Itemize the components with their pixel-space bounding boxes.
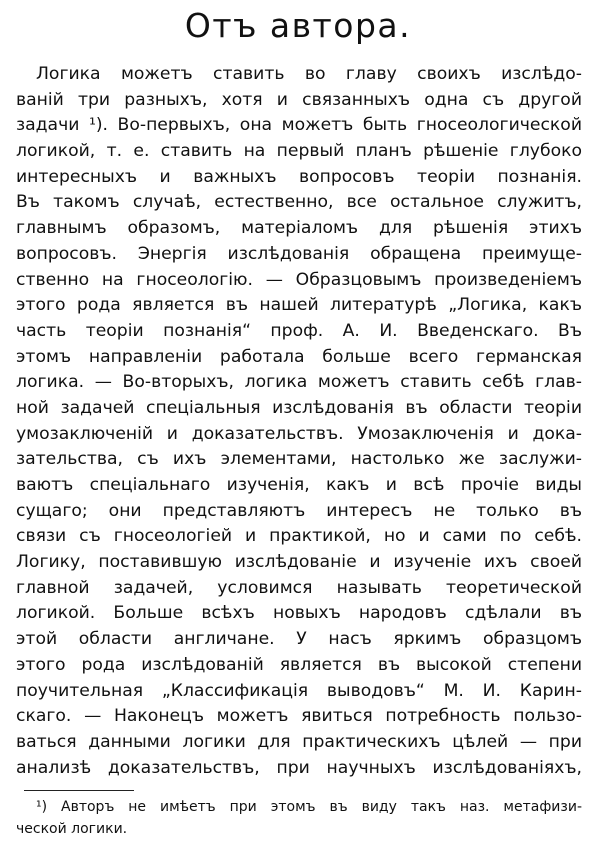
- page-title: Отъ автора.: [184, 6, 412, 45]
- text-line: скаго. — Наконецъ можетъ явиться потребность пользо-: [16, 706, 582, 727]
- text-line: этомъ направленіи работала больше всего германская: [16, 346, 582, 367]
- text-line: ной задачей спеціальныя изслѣдованія въ области теоріи: [16, 397, 582, 418]
- footnote-line: ческой логики.: [16, 821, 128, 837]
- text-line: Логику, поставившую изслѣдованіе и изученіе ихъ своей: [16, 552, 582, 573]
- text-line: умозаключеній и доказательствъ. Умозаключенія и дока-: [16, 423, 582, 444]
- text-line: логикой, т. е. ставить на первый планъ рѣшеніе глубоко: [16, 141, 582, 162]
- text-line: логика. — Во-вторыхъ, логика можетъ ставить себѣ глав-: [16, 372, 582, 393]
- text-line: поучительная „Классификація выводовъ“ М. И. Карин-: [16, 680, 582, 701]
- text-line: логикой. Больше всѣхъ новыхъ народовъ сдѣлали въ: [16, 603, 582, 624]
- text-line: этой области англичане. У насъ яркимъ образцомъ: [16, 629, 582, 650]
- text-line: анализѣ доказательствъ, при научныхъ изслѣдованіяхъ,: [16, 757, 582, 778]
- text-line: задачи ¹). Во-первыхъ, она можетъ быть гносеологической: [16, 115, 582, 136]
- text-line: главной задачей, условимся называть теоретической: [16, 577, 582, 598]
- text-line: интересныхъ и важныхъ вопросовъ теоріи познанія.: [16, 166, 582, 187]
- text-line: Въ такомъ случаѣ, естественно, все остальное служитъ,: [16, 192, 582, 213]
- footnote-line: ¹) Авторъ не имѣетъ при этомъ въ виду такъ наз. метафизи-: [36, 799, 582, 815]
- text-line: ваютъ спеціальнаго изученія, какъ и всѣ прочіе виды: [16, 475, 582, 495]
- main-text: [16, 62, 582, 781]
- text-line: ваться данными логики для практическихъ цѣлей — при: [16, 731, 582, 752]
- text-line: этого рода изслѣдованій является въ высокой степени: [16, 654, 582, 675]
- text-line: часть теоріи познанія“ проф. А. И. Введенскаго. Въ: [16, 320, 582, 341]
- text-line: главнымъ образомъ, матеріаломъ для рѣшенія этихъ: [16, 218, 582, 239]
- text-line: ственно на гносеологію. — Образцовымъ произведеніемъ: [16, 269, 582, 290]
- text-line: вопросовъ. Энергія изслѣдованія обращена преимуще-: [16, 243, 582, 264]
- text-line: ваній три разныхъ, хотя и связанныхъ одна съ другой: [16, 89, 582, 110]
- text-line: Логика можетъ ставить во главу своихъ изслѣдо-: [36, 64, 582, 84]
- text-line: связи съ гносеологіей и практикой, но и сами по себѣ.: [16, 526, 582, 547]
- footnote-divider: [24, 790, 134, 791]
- text-line: этого рода является въ нашей литературѣ „Логика, какъ: [16, 295, 582, 316]
- text-line: зательства, съ ихъ элементами, настолько же заслужи-: [16, 449, 582, 470]
- footnote: [16, 796, 582, 840]
- text-line: сущаго; они представляютъ интересъ не только въ: [16, 500, 582, 521]
